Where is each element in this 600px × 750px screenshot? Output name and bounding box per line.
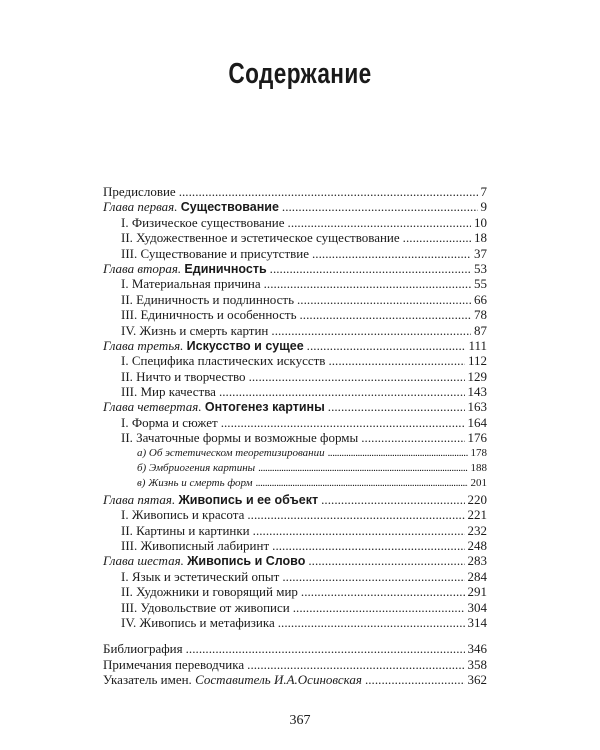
toc-section[interactable] [103, 584, 487, 599]
chapter-prefix: Глава четвертая. [103, 399, 202, 415]
toc-entry-label: III. Мир качества [121, 384, 216, 400]
toc-section[interactable] [103, 415, 487, 430]
toc-entry-label: Библиография [103, 641, 183, 657]
toc-entry-page: 10 [474, 214, 487, 230]
toc-section[interactable] [103, 430, 487, 445]
spacer [103, 630, 487, 641]
toc-subsection[interactable] [103, 476, 487, 491]
page-title: Содержание [228, 58, 372, 90]
chapter-title: Онтогенез картины [204, 400, 325, 415]
toc-entry-page: 358 [467, 656, 487, 672]
toc-entry-page: 188 [470, 462, 487, 475]
toc-entry-page: 111 [468, 337, 487, 353]
toc-entry-label: IV. Жизнь и смерть картин [121, 322, 269, 338]
toc-subsection[interactable] [103, 446, 487, 461]
toc-entry-compiler: Составитель И.А.Осиновская [195, 672, 362, 688]
toc-section[interactable] [103, 307, 487, 322]
toc-entry-label: Предисловие [103, 184, 176, 199]
toc-entry-label: III. Удовольствие от живописи [121, 599, 290, 615]
toc-entry-label: а) Об эстетическом теоретизировании [137, 446, 325, 459]
toc-entry-name-index[interactable] [103, 672, 487, 687]
toc-entry-page: 346 [467, 641, 487, 657]
toc-entry-label: I. Форма и сюжет [121, 414, 218, 430]
toc-section[interactable] [103, 215, 487, 230]
toc-entry-bibliography[interactable] [103, 641, 487, 656]
toc-section[interactable] [103, 569, 487, 584]
toc-entry-page: 9 [480, 199, 487, 215]
chapter-title: Существование [180, 200, 279, 215]
toc-entry-page: 283 [467, 553, 487, 569]
toc-entry-page: 164 [467, 414, 487, 430]
toc-section[interactable] [103, 353, 487, 368]
toc-entry-label: IV. Живопись и метафизика [121, 614, 275, 630]
toc-entry-label: I. Физическое существование [121, 214, 285, 230]
toc-section[interactable] [103, 246, 487, 261]
toc-chapter-2[interactable] [103, 261, 487, 276]
toc-entry-page: 362 [467, 672, 487, 688]
toc-entry-page: 284 [467, 568, 487, 584]
toc-section[interactable] [103, 507, 487, 522]
toc-entry-label: II. Ничто и творчество [121, 368, 246, 384]
toc-section[interactable] [103, 230, 487, 245]
chapter-title: Единичность [184, 261, 267, 276]
chapter-title: Живопись и ее объект [178, 492, 319, 507]
toc-entry-page: 112 [467, 353, 487, 369]
chapter-title: Искусство и сущее [186, 338, 304, 353]
toc-entry-translator-notes[interactable] [103, 657, 487, 672]
toc-entry-label: I. Материальная причина [121, 276, 261, 292]
toc-entry-page: 221 [467, 507, 487, 523]
toc-entry-page: 7 [480, 184, 487, 199]
toc-entry-label: II. Зачаточные формы и возможные формы [121, 430, 359, 446]
chapter-title: Живопись и Слово [187, 554, 306, 569]
toc-chapter-4[interactable] [103, 399, 487, 414]
toc-entry-page: 129 [467, 368, 487, 384]
toc-entry-page: 201 [470, 477, 487, 490]
toc-entry-label: II. Художники и говорящий мир [121, 584, 298, 600]
toc-chapter-6[interactable] [103, 553, 487, 568]
toc-entry-label: II. Единичность и подлинность [121, 291, 294, 307]
toc-entry-preface[interactable] [103, 184, 487, 199]
toc-entry-page: 18 [474, 230, 487, 246]
toc-entry-page: 37 [474, 245, 487, 261]
toc-entry-page: 53 [474, 260, 487, 276]
toc-section[interactable] [103, 523, 487, 538]
chapter-prefix: Глава шестая. [103, 553, 184, 569]
toc-section[interactable] [103, 369, 487, 384]
toc-entry-page: 178 [470, 446, 487, 459]
chapter-prefix: Глава первая. [103, 199, 178, 215]
toc-entry-label: Примечания переводчика [103, 656, 245, 672]
toc-chapter-1[interactable] [103, 199, 487, 214]
toc-entry-page: 78 [474, 307, 487, 323]
toc-entry-page: 314 [467, 614, 487, 630]
toc-entry-page: 176 [467, 430, 487, 446]
toc-entry-page: 220 [467, 491, 487, 507]
toc-entry-page: 163 [467, 399, 487, 415]
toc-entry-page: 248 [467, 537, 487, 553]
toc-section[interactable] [103, 292, 487, 307]
toc-entry-page: 232 [467, 522, 487, 538]
toc-section[interactable] [103, 538, 487, 553]
toc-section[interactable] [103, 323, 487, 338]
toc-entry-page: 87 [474, 322, 487, 338]
toc-entry-label: III. Существование и присутствие [121, 245, 309, 261]
toc-entry-label: Указатель имен. [103, 672, 192, 688]
toc-section[interactable] [103, 600, 487, 615]
toc-section[interactable] [103, 384, 487, 399]
toc-entry-label: III. Живописный лабиринт [121, 537, 270, 553]
toc-entry-page: 66 [474, 291, 487, 307]
table-of-contents [103, 184, 487, 688]
toc-entry-page: 55 [474, 276, 487, 292]
toc-entry-label: I. Живопись и красота [121, 507, 245, 523]
toc-entry-page: 304 [467, 599, 487, 615]
toc-entry-label: II. Художественное и эстетическое существование [121, 230, 400, 246]
chapter-prefix: Глава пятая. [103, 491, 176, 507]
toc-entry-label: в) Жизнь и смерть форм [137, 477, 253, 490]
chapter-prefix: Глава вторая. [103, 260, 182, 276]
toc-section[interactable] [103, 615, 487, 630]
toc-entry-page: 143 [467, 384, 487, 400]
toc-section[interactable] [103, 276, 487, 291]
chapter-prefix: Глава третья. [103, 337, 184, 353]
toc-subsection[interactable] [103, 461, 487, 476]
toc-entry-page: 291 [467, 584, 487, 600]
toc-entry-label: б) Эмбриогения картины [137, 462, 256, 475]
toc-entry-label: III. Единичность и особенность [121, 307, 297, 323]
toc-entry-label: II. Картины и картинки [121, 522, 250, 538]
page-number: 367 [289, 713, 311, 728]
toc-chapter-5[interactable] [103, 492, 487, 507]
toc-entry-label: I. Язык и эстетический опыт [121, 568, 280, 584]
toc-chapter-3[interactable] [103, 338, 487, 353]
toc-entry-label: I. Специфика пластических искусств [121, 353, 326, 369]
